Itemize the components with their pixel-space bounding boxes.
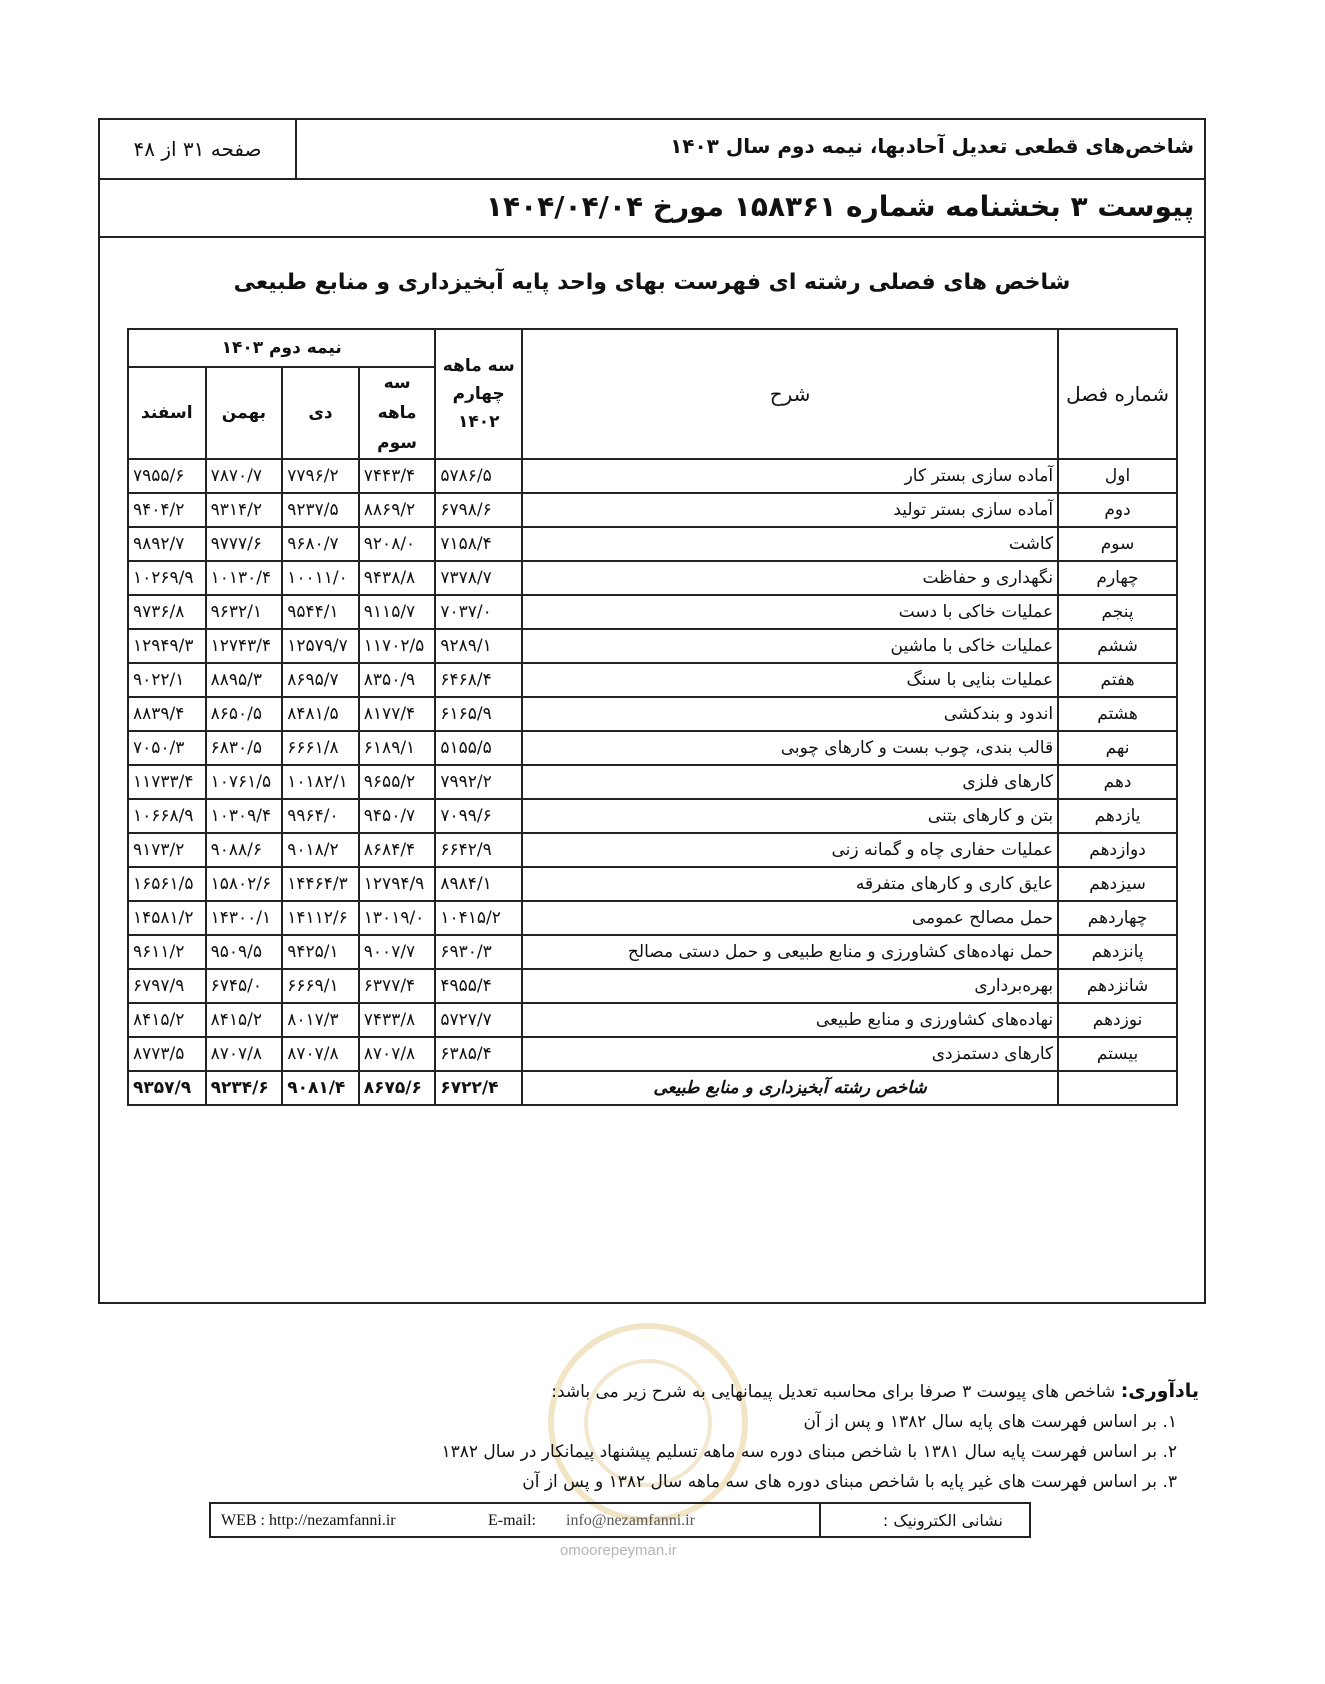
q3-cell: ۹۲۰۸/۰ <box>359 527 436 561</box>
q4-1402-cell: ۵۷۸۶/۵ <box>435 459 522 493</box>
q3-cell: ۸۶۸۴/۴ <box>359 833 436 867</box>
description-cell: عایق کاری و کارهای متفرقه <box>522 867 1058 901</box>
q3-cell: ۱۲۷۹۴/۹ <box>359 867 436 901</box>
q3-cell: ۶۳۷۷/۴ <box>359 969 436 1003</box>
header-q4-1402: سه ماهه چهارم ۱۴۰۲ <box>435 329 522 459</box>
chapter-cell: سیزدهم <box>1058 867 1177 901</box>
header-half-1403: نیمه دوم ۱۴۰۳ <box>128 329 435 367</box>
q4-1402-cell: ۷۹۹۲/۲ <box>435 765 522 799</box>
description-cell: کاشت <box>522 527 1058 561</box>
total-description-cell: شاخص رشته آبخیزداری و منابع طبیعی <box>522 1071 1058 1105</box>
bahman-cell: ۸۶۵۰/۵ <box>206 697 283 731</box>
esfand-cell: ۹۱۷۳/۲ <box>128 833 206 867</box>
bahman-cell: ۶۸۳۰/۵ <box>206 731 283 765</box>
description-cell: بتن و کارهای بتنی <box>522 799 1058 833</box>
q4-1402-cell: ۶۱۶۵/۹ <box>435 697 522 731</box>
q3-cell: ۶۱۸۹/۱ <box>359 731 436 765</box>
dey-cell: ۹۲۳۷/۵ <box>282 493 359 527</box>
bahman-cell: ۷۸۷۰/۷ <box>206 459 283 493</box>
q4-1402-cell: ۹۲۸۹/۱ <box>435 629 522 663</box>
page-frame <box>98 118 1206 1304</box>
dey-cell: ۸۷۰۷/۸ <box>282 1037 359 1071</box>
chapter-cell: دهم <box>1058 765 1177 799</box>
notes-label: یادآوری: <box>1120 1380 1199 1402</box>
bahman-cell: ۱۰۱۳۰/۴ <box>206 561 283 595</box>
total-q4-1402-cell: ۶۷۲۲/۴ <box>435 1071 522 1105</box>
description-cell: قالب بندی، چوب بست و کارهای چوبی <box>522 731 1058 765</box>
chapter-cell: شانزدهم <box>1058 969 1177 1003</box>
watermark-url: omoorepeyman.ir <box>560 1542 677 1559</box>
description-cell: نهاده‌های کشاورزی و منابع طبیعی <box>522 1003 1058 1037</box>
dey-cell: ۹۹۶۴/۰ <box>282 799 359 833</box>
header-row <box>100 120 1204 180</box>
table-row <box>128 697 1177 731</box>
bahman-cell: ۹۰۸۸/۶ <box>206 833 283 867</box>
description-cell: عملیات خاکی با دست <box>522 595 1058 629</box>
document-title: شاخص‌های قطعی تعدیل آحادبها، نیمه دوم سال ۱۴۰۳ <box>670 134 1194 158</box>
esfand-cell: ۹۸۹۲/۷ <box>128 527 206 561</box>
header-esfand: اسفند <box>128 367 206 459</box>
bahman-cell: ۸۷۰۷/۸ <box>206 1037 283 1071</box>
q3-cell: ۸۳۵۰/۹ <box>359 663 436 697</box>
table-row <box>128 493 1177 527</box>
note-item-2: ۲. بر اساس فهرست پایه سال ۱۳۸۱ با شاخص مبنای دوره سه ماهه تسلیم پیشنهاد پیمانکار در سال ۱۳۸۲ <box>441 1442 1177 1462</box>
q4-1402-cell: ۴۹۵۵/۴ <box>435 969 522 1003</box>
note-item-1: ۱. بر اساس فهرست های پایه سال ۱۳۸۲ و پس از آن <box>803 1412 1177 1432</box>
table-row <box>128 629 1177 663</box>
total-row <box>128 1071 1177 1105</box>
table-row <box>128 765 1177 799</box>
q3-cell: ۹۴۵۰/۷ <box>359 799 436 833</box>
description-cell: نگهداری و حفاظت <box>522 561 1058 595</box>
notes <box>442 1376 1200 1497</box>
header-q3: سه ماهه سوم <box>359 367 436 459</box>
table-row <box>128 1037 1177 1071</box>
dey-cell: ۶۶۶۱/۸ <box>282 731 359 765</box>
bahman-cell: ۱۲۷۴۳/۴ <box>206 629 283 663</box>
description-cell: کارهای فلزی <box>522 765 1058 799</box>
description-cell: حمل مصالح عمومی <box>522 901 1058 935</box>
q4-1402-cell: ۷۰۳۷/۰ <box>435 595 522 629</box>
email-link[interactable]: info@nezamfanni.ir <box>566 1512 695 1529</box>
bahman-cell: ۱۵۸۰۲/۶ <box>206 867 283 901</box>
esfand-cell: ۷۹۵۵/۶ <box>128 459 206 493</box>
chapter-cell: نهم <box>1058 731 1177 765</box>
table-row <box>128 731 1177 765</box>
dey-cell: ۱۰۱۸۲/۱ <box>282 765 359 799</box>
chapter-cell: یازدهم <box>1058 799 1177 833</box>
page-number-text: صفحه ۳۱ از ۴۸ <box>133 137 262 161</box>
esfand-cell: ۱۱۷۳۳/۴ <box>128 765 206 799</box>
bahman-cell: ۸۴۱۵/۲ <box>206 1003 283 1037</box>
contact-box <box>209 1502 1031 1538</box>
chapter-cell: چهاردهم <box>1058 901 1177 935</box>
note-item-3: ۳. بر اساس فهرست های غیر پایه با شاخص مبنای دوره های سه ماهه سال ۱۳۸۲ و پس از آن <box>522 1472 1177 1492</box>
q4-1402-cell: ۶۹۳۰/۳ <box>435 935 522 969</box>
dey-cell: ۹۴۲۵/۱ <box>282 935 359 969</box>
q3-cell: ۷۴۴۳/۴ <box>359 459 436 493</box>
bahman-cell: ۸۸۹۵/۳ <box>206 663 283 697</box>
bahman-cell: ۹۷۷۷/۶ <box>206 527 283 561</box>
chapter-cell: پانزدهم <box>1058 935 1177 969</box>
esfand-cell: ۹۷۳۶/۸ <box>128 595 206 629</box>
header-dey: دی <box>282 367 359 459</box>
table-body <box>128 459 1177 1105</box>
dey-cell: ۸۶۹۵/۷ <box>282 663 359 697</box>
dey-cell: ۱۲۵۷۹/۷ <box>282 629 359 663</box>
header-desc: شرح <box>522 329 1058 459</box>
dey-cell: ۹۵۴۴/۱ <box>282 595 359 629</box>
chapter-cell: هشتم <box>1058 697 1177 731</box>
notes-intro: شاخص های پیوست ۳ صرفا برای محاسبه تعدیل پیمانهایی به شرح زیر می باشد: <box>551 1382 1116 1402</box>
table-row <box>128 595 1177 629</box>
table-row <box>128 833 1177 867</box>
bahman-cell: ۱۰۷۶۱/۵ <box>206 765 283 799</box>
chapter-cell: چهارم <box>1058 561 1177 595</box>
table-row <box>128 969 1177 1003</box>
q4-1402-cell: ۵۷۲۷/۷ <box>435 1003 522 1037</box>
esfand-cell: ۱۶۵۶۱/۵ <box>128 867 206 901</box>
description-cell: اندود و بندکشی <box>522 697 1058 731</box>
dey-cell: ۸۴۸۱/۵ <box>282 697 359 731</box>
description-cell: آماده سازی بستر تولید <box>522 493 1058 527</box>
q3-cell: ۸۱۷۷/۴ <box>359 697 436 731</box>
q4-1402-cell: ۷۳۷۸/۷ <box>435 561 522 595</box>
total-q3-cell: ۸۶۷۵/۶ <box>359 1071 436 1105</box>
chapter-cell: ششم <box>1058 629 1177 663</box>
esfand-cell: ۹۰۲۲/۱ <box>128 663 206 697</box>
esfand-cell: ۱۴۵۸۱/۲ <box>128 901 206 935</box>
chapter-cell: دوم <box>1058 493 1177 527</box>
q4-1402-cell: ۵۱۵۵/۵ <box>435 731 522 765</box>
esfand-cell: ۸۴۱۵/۲ <box>128 1003 206 1037</box>
q3-cell: ۸۷۰۷/۸ <box>359 1037 436 1071</box>
esfand-cell: ۱۰۲۶۹/۹ <box>128 561 206 595</box>
notes-intro-line <box>442 1376 1200 1407</box>
bahman-cell: ۱۰۳۰۹/۴ <box>206 799 283 833</box>
table-row <box>128 799 1177 833</box>
esfand-cell: ۶۷۹۷/۹ <box>128 969 206 1003</box>
chapter-cell: نوزدهم <box>1058 1003 1177 1037</box>
q4-1402-cell: ۷۰۹۹/۶ <box>435 799 522 833</box>
chapter-cell: هفتم <box>1058 663 1177 697</box>
table-row <box>128 527 1177 561</box>
dey-cell: ۱۰۰۱۱/۰ <box>282 561 359 595</box>
description-cell: عملیات خاکی با ماشین <box>522 629 1058 663</box>
total-bahman-cell: ۹۲۳۴/۶ <box>206 1071 283 1105</box>
esfand-cell: ۸۸۳۹/۴ <box>128 697 206 731</box>
q4-1402-cell: ۶۳۸۵/۴ <box>435 1037 522 1071</box>
q3-cell: ۹۱۱۵/۷ <box>359 595 436 629</box>
esfand-cell: ۹۴۰۴/۲ <box>128 493 206 527</box>
esfand-cell: ۹۶۱۱/۲ <box>128 935 206 969</box>
table-title: شاخص های فصلی رشته ای فهرست بهای واحد پایه آبخیزداری و منابع طبیعی <box>233 270 1071 295</box>
table-row <box>128 663 1177 697</box>
dey-cell: ۱۴۱۱۲/۶ <box>282 901 359 935</box>
index-table <box>127 328 1178 1106</box>
q4-1402-cell: ۶۷۹۸/۶ <box>435 493 522 527</box>
total-esfand-cell: ۹۳۵۷/۹ <box>128 1071 206 1105</box>
description-cell: عملیات حفاری چاه و گمانه زنی <box>522 833 1058 867</box>
q4-1402-cell: ۶۶۴۲/۹ <box>435 833 522 867</box>
q3-cell: ۹۴۳۸/۸ <box>359 561 436 595</box>
total-dey-cell: ۹۰۸۱/۴ <box>282 1071 359 1105</box>
description-cell: حمل نهاده‌های کشاورزی و منابع طبیعی و حمل دستی مصالح <box>522 935 1058 969</box>
dey-cell: ۶۶۶۹/۱ <box>282 969 359 1003</box>
esfand-cell: ۷۰۵۰/۳ <box>128 731 206 765</box>
q3-cell: ۸۸۶۹/۲ <box>359 493 436 527</box>
table-row <box>128 561 1177 595</box>
q3-cell: ۹۶۵۵/۲ <box>359 765 436 799</box>
q3-cell: ۱۱۷۰۲/۵ <box>359 629 436 663</box>
appendix-row <box>100 180 1204 238</box>
table-row <box>128 867 1177 901</box>
chapter-cell: سوم <box>1058 527 1177 561</box>
q3-cell: ۷۴۳۳/۸ <box>359 1003 436 1037</box>
q4-1402-cell: ۶۴۶۸/۴ <box>435 663 522 697</box>
table-row <box>128 1003 1177 1037</box>
header-chapter: شماره فصل <box>1058 329 1177 459</box>
description-cell: آماده سازی بستر کار <box>522 459 1058 493</box>
bahman-cell: ۹۳۱۴/۲ <box>206 493 283 527</box>
total-chapter-cell <box>1058 1071 1177 1105</box>
chapter-cell: اول <box>1058 459 1177 493</box>
esfand-cell: ۱۲۹۴۹/۳ <box>128 629 206 663</box>
table-row <box>128 459 1177 493</box>
bahman-cell: ۶۷۴۵/۰ <box>206 969 283 1003</box>
table-row <box>128 901 1177 935</box>
q4-1402-cell: ۷۱۵۸/۴ <box>435 527 522 561</box>
description-cell: کارهای دستمزدی <box>522 1037 1058 1071</box>
esfand-cell: ۸۷۷۳/۵ <box>128 1037 206 1071</box>
appendix-title: پیوست ۳ بخشنامه شماره ۱۵۸۳۶۱ مورخ ۱۴۰۴/۰۴/۰۴ <box>485 190 1194 223</box>
dey-cell: ۹۰۱۸/۲ <box>282 833 359 867</box>
q4-1402-cell: ۸۹۸۴/۱ <box>435 867 522 901</box>
q3-cell: ۱۳۰۱۹/۰ <box>359 901 436 935</box>
dey-cell: ۱۴۴۶۴/۳ <box>282 867 359 901</box>
dey-cell: ۹۶۸۰/۷ <box>282 527 359 561</box>
bahman-cell: ۱۴۳۰۰/۱ <box>206 901 283 935</box>
esfand-cell: ۱۰۶۶۸/۹ <box>128 799 206 833</box>
description-cell: بهره‌برداری <box>522 969 1058 1003</box>
email-label: E-mail: <box>488 1512 536 1529</box>
dey-cell: ۷۷۹۶/۲ <box>282 459 359 493</box>
contact-divider <box>819 1504 821 1536</box>
header-bahman: بهمن <box>206 367 283 459</box>
page-number <box>100 120 297 178</box>
bahman-cell: ۹۶۳۲/۱ <box>206 595 283 629</box>
address-label: نشانی الکترونیک : <box>882 1511 1003 1530</box>
description-cell: عملیات بنایی با سنگ <box>522 663 1058 697</box>
chapter-cell: پنجم <box>1058 595 1177 629</box>
q4-1402-cell: ۱۰۴۱۵/۲ <box>435 901 522 935</box>
bahman-cell: ۹۵۰۹/۵ <box>206 935 283 969</box>
web-link[interactable]: WEB : http://nezamfanni.ir <box>221 1512 396 1529</box>
table-row <box>128 935 1177 969</box>
dey-cell: ۸۰۱۷/۳ <box>282 1003 359 1037</box>
chapter-cell: بیستم <box>1058 1037 1177 1071</box>
chapter-cell: دوازدهم <box>1058 833 1177 867</box>
q3-cell: ۹۰۰۷/۷ <box>359 935 436 969</box>
